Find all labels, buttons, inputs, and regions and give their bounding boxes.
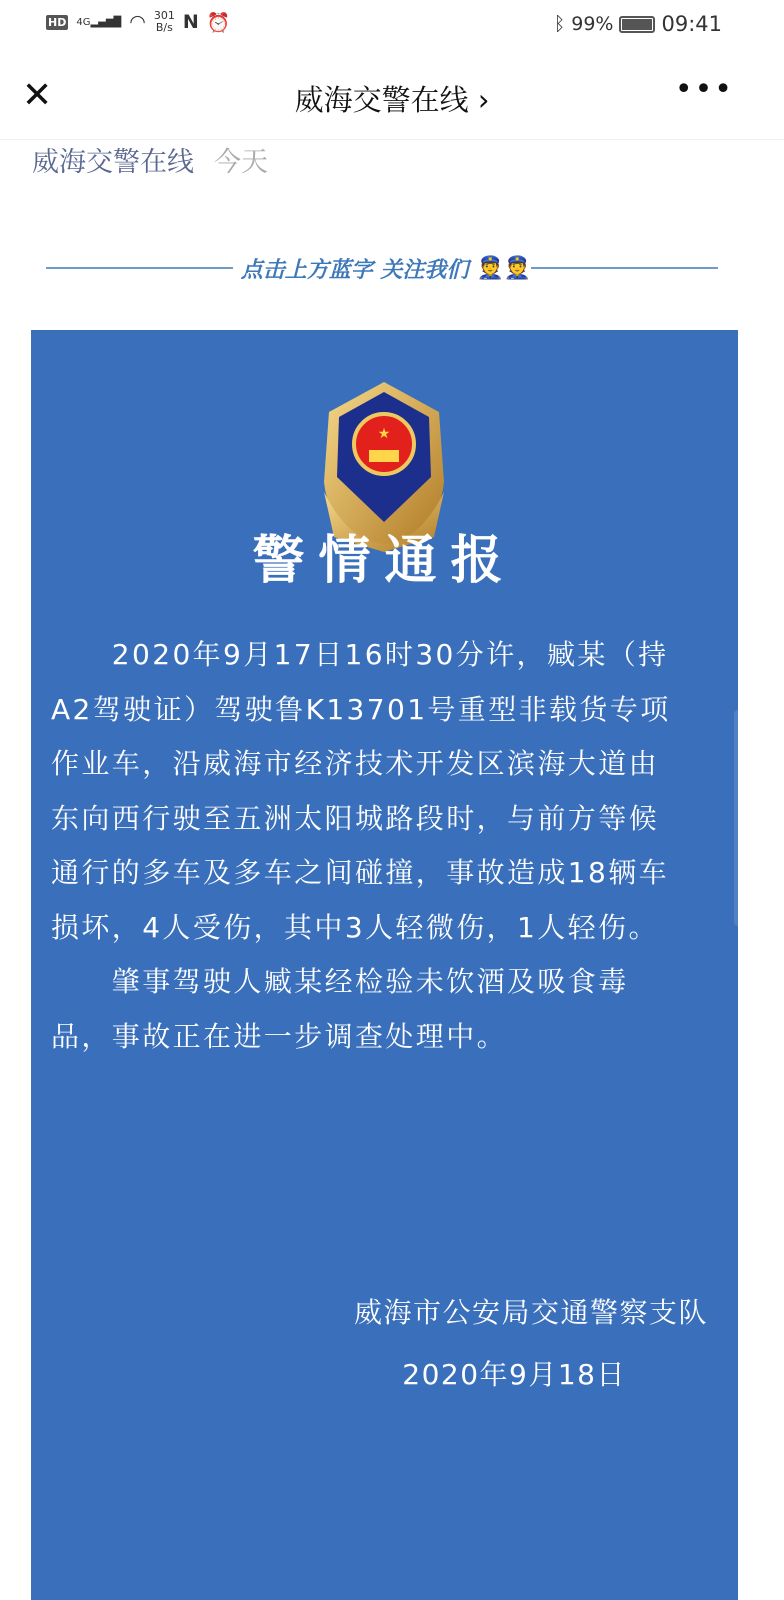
wifi-icon: ◠ xyxy=(129,11,146,33)
body-line: 通行的多车及多车之间碰撞，事故造成18辆车 xyxy=(51,856,670,889)
clock: 09:41 xyxy=(661,12,722,36)
signature-block xyxy=(354,1282,708,1406)
police-figures-icon: 👮👮 xyxy=(476,255,532,281)
article-meta xyxy=(32,140,268,179)
account-link[interactable]: 威海交警在线 xyxy=(32,147,194,178)
network-type: 4G xyxy=(76,16,91,28)
hd-icon: HD xyxy=(48,15,67,29)
more-menu-button[interactable]: ••• xyxy=(674,72,734,107)
close-icon[interactable]: ✕ xyxy=(22,75,53,116)
body-line: 作业车，沿威海市经济技术开发区滨海大道由 xyxy=(51,747,660,780)
issue-date: 2020年9月18日 xyxy=(402,1358,626,1391)
svg-text:★: ★ xyxy=(377,426,391,442)
nav-bar xyxy=(0,50,784,140)
bluetooth-icon: ᛒ xyxy=(553,13,566,35)
follow-text: 点击上方蓝字 关注我们 xyxy=(240,256,469,283)
side-scroll-handle[interactable] xyxy=(734,710,768,926)
speed-value: 301 xyxy=(153,9,175,22)
body-line: 品，事故正在进一步调查处理中。 xyxy=(51,1019,508,1053)
body-line: 2020年9月17日16时30分许，臧某（持 xyxy=(51,638,669,671)
notice-body xyxy=(51,628,731,1064)
notice-heading: 警情通报 xyxy=(252,531,517,591)
nfc-icon: N xyxy=(182,11,199,33)
body-line: 肇事驾驶人臧某经检验未饮酒及吸食毒 xyxy=(51,965,629,998)
status-bar xyxy=(0,0,784,50)
follow-banner xyxy=(46,245,718,291)
network-speed xyxy=(154,10,175,34)
body-line: 东向西行驶至五洲太阳城路段时，与前方等候 xyxy=(51,801,660,835)
body-line: A2驾驶证）驾驶鲁K13701号重型非载货专项 xyxy=(51,692,671,726)
chevron-right-icon: › xyxy=(477,83,490,117)
signal-icon: 4G▂▄▆█ xyxy=(76,16,122,28)
alarm-icon: ⏰ xyxy=(206,11,231,34)
battery-percent: 99% xyxy=(571,13,614,35)
divider xyxy=(531,267,718,269)
publish-date: 今天 xyxy=(214,147,268,178)
body-line: 损坏，4人受伤，其中3人轻微伤，1人轻伤。 xyxy=(51,910,659,944)
issuer: 威海市公安局交通警察支队 xyxy=(353,1296,708,1329)
battery-icon xyxy=(619,16,655,33)
notice-card xyxy=(31,330,738,1600)
page-title: 威海交警在线 xyxy=(294,83,469,117)
account-title-link[interactable] xyxy=(0,75,784,119)
speed-unit: B/s xyxy=(155,21,173,34)
divider xyxy=(46,267,233,269)
